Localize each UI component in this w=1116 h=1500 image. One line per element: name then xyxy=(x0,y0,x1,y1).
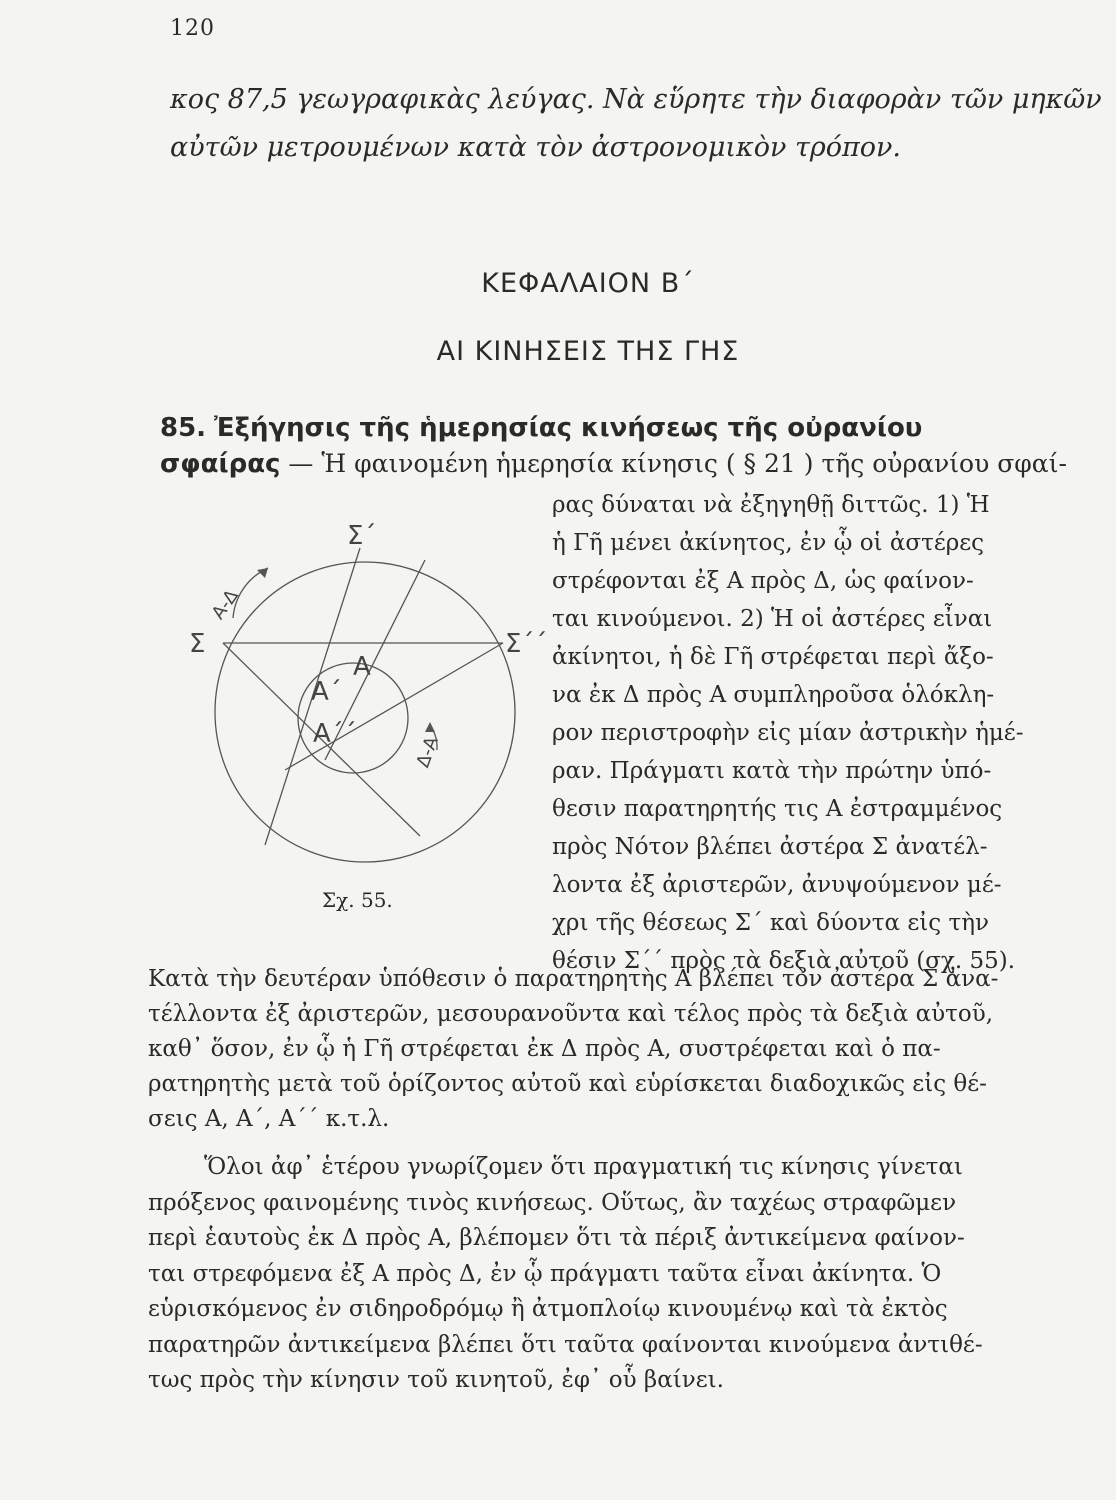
paragraph-relative-motion xyxy=(148,1150,1068,1399)
chapter-label: ΚΕΦΑΛΑΙΟΝ Β΄ xyxy=(481,268,695,299)
label-alpha-prime: Α΄ xyxy=(311,677,342,707)
text-line: παρατηρῶν ἀντικείμενα βλέπει ὅτι ταῦτα φαίνονται κινούμενα ἀντιθέ- xyxy=(148,1331,983,1358)
text-line: περὶ ἑαυτοὺς ἐκ Δ πρὸς Α, βλέπομεν ὅτι τὰ πέριξ ἀντικείμενα φαίνον- xyxy=(148,1225,965,1251)
section-title-line1: Ἐξήγησις τῆς ἡμερησίας κινήσεως τῆς οὐρανίου xyxy=(214,413,923,443)
chapter-title: ΑΙ ΚΙΝΗΣΕΙΣ ΤΗΣ ΓΗΣ xyxy=(436,336,740,367)
text-line: θεσιν παρατηρητής τις Α ἐστραμμένος xyxy=(552,796,1003,822)
text-line: να ἐκ Δ πρὸς Α συμπληροῦσα ὁλόκλη- xyxy=(552,682,995,708)
text-line: αὐτῶν μετρουμένων κατὰ τὸν ἀστρονομικὸν τρόπον. xyxy=(170,132,902,163)
figure-55 xyxy=(175,500,545,880)
label-arrow-right: Δ-Α xyxy=(412,733,443,771)
text-line: ται στρεφόμενα ἐξ Α πρὸς Δ, ἐν ᾧ πράγματι ταῦτα εἶναι ἀκίνητα. Ὁ xyxy=(148,1260,942,1287)
figure-caption: Σχ. 55. xyxy=(322,888,393,912)
section-number: 85. xyxy=(160,413,207,443)
text-line: ρατηρητὴς μετὰ τοῦ ὁρίζοντος αὐτοῦ καὶ εὑρίσκεται διαδοχικῶς εἰς θέ- xyxy=(148,1071,987,1097)
text-line: ἀκίνητοι, ἡ δὲ Γῆ στρέφεται περὶ ἄξο- xyxy=(552,644,994,670)
text-line: σεις Α, Α΄, Α΄΄ κ.τ.λ. xyxy=(148,1106,390,1132)
label-sigma-prime: Σ΄ xyxy=(347,521,377,551)
text-line: στρέφονται ἐξ Α πρὸς Δ, ὡς φαίνον- xyxy=(552,568,974,594)
label-alpha-double-prime: Α΄΄ xyxy=(313,719,357,749)
label-sigma-double-prime: Σ΄΄ xyxy=(505,629,545,659)
text-line: Ὅλοι ἀφ᾽ ἑτέρου γνωρίζομεν ὅτι πραγματική τις κίνησις γίνεται xyxy=(204,1154,963,1180)
text-line: πρὸς Νότον βλέπει ἀστέρα Σ ἀνατέλ- xyxy=(552,834,988,860)
page-number: 120 xyxy=(170,16,215,41)
text-line: θέσιν Σ΄΄ πρὸς τὰ δεξιὰ αὐτοῦ (σχ. 55). xyxy=(552,948,1016,974)
text-line: ἡ Γῆ μένει ἀκίνητος, ἐν ᾧ οἱ ἀστέρες xyxy=(552,530,985,556)
text-line: τως πρὸς τὴν κίνησιν τοῦ κινητοῦ, ἐφ᾽ οὗ βαίνει. xyxy=(148,1367,724,1393)
label-sigma: Σ xyxy=(189,629,206,659)
celestial-sphere-diagram xyxy=(175,500,545,880)
text-line: Κατὰ τὴν δευτέραν ὑπόθεσιν ὁ παρατηρητὴς Α βλέπει τὸν ἀστέρα Σ ἀνα- xyxy=(148,966,999,992)
text-line: καθ᾽ ὅσον, ἐν ᾧ ἡ Γῆ στρέφεται ἐκ Δ πρὸς Α, συστρέφεται καὶ ὁ πα- xyxy=(148,1036,941,1062)
arrow-head-right xyxy=(425,722,435,732)
text-line: ρας δύναται νὰ ἐξηγηθῇ διττῶς. 1) Ἡ xyxy=(552,492,990,518)
paragraph-second-hypothesis xyxy=(148,962,1068,1137)
text-line: ρον περιστροφὴν εἰς μίαν ἀστρικὴν ἡμέ- xyxy=(552,720,1024,746)
text-line: πρόξενος φαινομένης τινὸς κινήσεως. Οὕτως, ἂν ταχέως στραφῶμεν xyxy=(148,1189,957,1216)
text-line: ται κινούμενοι. 2) Ἡ οἱ ἀστέρες εἶναι xyxy=(552,606,993,632)
carryover-exercise-text xyxy=(170,76,1102,172)
section-title-line2: σφαίρας xyxy=(160,449,281,479)
text-line: τέλλοντα ἐξ ἀριστερῶν, μεσουρανοῦντα καὶ τέλος πρὸς τὰ δεξιὰ αὐτοῦ, xyxy=(148,1001,994,1027)
label-alpha: Α xyxy=(353,652,371,682)
label-arrow-left: Α-Δ xyxy=(207,585,243,624)
text-line: εὑρισκόμενος ἐν σιδηροδρόμῳ ἢ ἀτμοπλοίῳ κινουμένῳ καὶ τὰ ἐκτὸς xyxy=(148,1296,948,1322)
text-line: ραν. Πράγματι κατὰ τὴν πρώτην ὑπό- xyxy=(552,758,992,784)
text-line: κος 87,5 γεωγραφικὰς λεύγας. Νὰ εὕρητε τὴν διαφορὰν τῶν μηκῶν xyxy=(170,84,1102,115)
section-heading xyxy=(160,410,1067,482)
text-line: χρι τῆς θέσεως Σ΄ καὶ δύοντα εἰς τὴν xyxy=(552,910,989,936)
wrapped-text-column xyxy=(552,486,1062,980)
outer-circle xyxy=(215,562,515,862)
section-intro-text: — Ἡ φαινομένη ἡμερησία κίνησις ( § 21 ) τῆς οὐρανίου σφαί- xyxy=(280,449,1067,478)
text-line: λοντα ἐξ ἀριστερῶν, ἀνυψούμενον μέ- xyxy=(552,872,1002,898)
